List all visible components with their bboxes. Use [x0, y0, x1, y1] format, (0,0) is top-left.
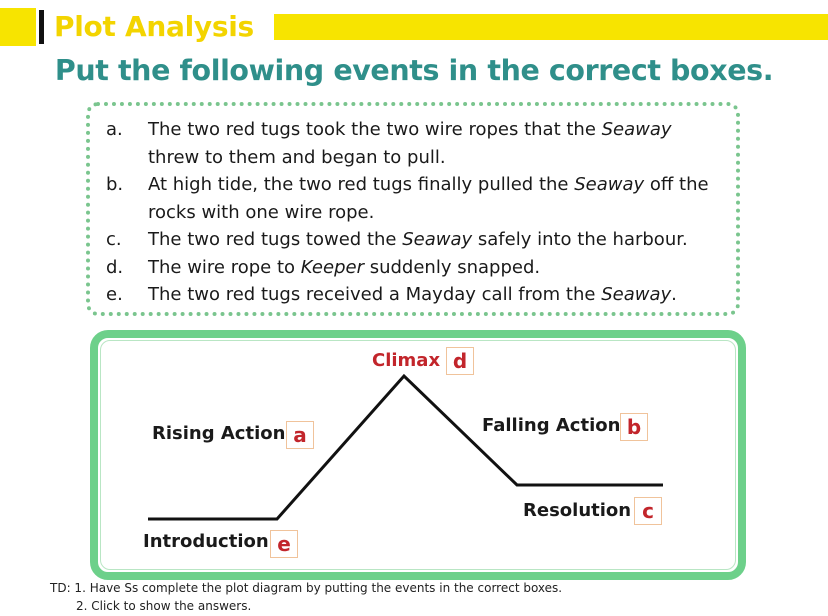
event-italic: Keeper	[300, 256, 364, 278]
event-italic: Seaway	[402, 229, 473, 250]
event-letter: b.	[106, 174, 124, 195]
event-italic: Seaway	[574, 174, 645, 195]
event-letter: d.	[106, 256, 124, 278]
event-text-end: suddenly snapped.	[363, 256, 541, 278]
event-letter: c.	[106, 229, 122, 250]
event-text: The two red tugs took the two wire ropes that the	[148, 119, 602, 140]
plot-arc-line	[148, 376, 663, 519]
event-italic: Seaway	[601, 119, 672, 140]
event-text-end: off the	[644, 174, 709, 195]
event-letter: e.	[106, 284, 123, 305]
event-text: The two red tugs towed the	[148, 229, 403, 250]
climax-answer-box[interactable]: d	[446, 347, 474, 375]
introduction-answer-box[interactable]: e	[270, 530, 298, 558]
climax-label: Climax	[372, 350, 441, 371]
teacher-note-line1: TD: 1. Have Ss complete the plot diagram by putting the events in the correct boxes.	[50, 581, 563, 595]
event-text-end: safely into the harbour.	[472, 229, 688, 250]
resolution-label: Resolution	[523, 500, 632, 521]
falling-action-label: Falling Action	[482, 415, 621, 436]
instruction-heading: Put the following events in the correct boxes.	[54, 54, 774, 87]
event-italic: Seaway	[601, 284, 672, 305]
resolution-answer-box[interactable]: c	[634, 497, 662, 525]
event-text: At high tide, the two red tugs finally pulled the	[148, 174, 575, 195]
introduction-label: Introduction	[143, 531, 269, 552]
event-text: The two red tugs received a Mayday call from the	[148, 284, 602, 305]
rising-action-label: Rising Action	[152, 423, 286, 444]
rising-action-answer-box[interactable]: a	[286, 421, 314, 449]
event-text-end: .	[671, 284, 677, 305]
falling-action-answer-box[interactable]: b	[620, 413, 648, 441]
event-text-line2: rocks with one wire rope.	[148, 201, 375, 223]
teacher-note-line2: 2. Click to show the answers.	[76, 599, 252, 613]
page-title: Plot Analysis	[54, 10, 254, 43]
teacher-notes	[50, 579, 562, 615]
event-text: The wire rope to	[148, 256, 301, 278]
event-text-line2: threw to them and began to pull.	[148, 146, 446, 168]
event-letter: a.	[106, 119, 123, 140]
